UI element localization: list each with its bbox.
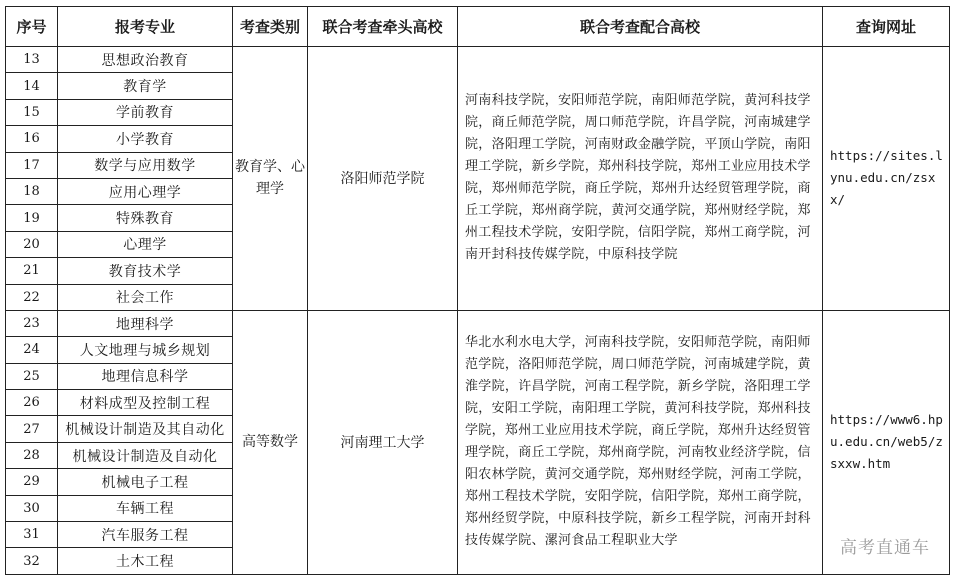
row-index: 13	[6, 47, 58, 73]
row-major: 社会工作	[58, 284, 233, 310]
header-index: 序号	[6, 7, 58, 47]
row-index: 18	[6, 178, 58, 204]
row-major: 数学与应用数学	[58, 152, 233, 178]
row-major: 汽车服务工程	[58, 522, 233, 548]
group1-category: 教育学、心理学	[233, 47, 308, 311]
row-major: 机械设计制造及自动化	[58, 442, 233, 468]
row-major: 地理信息科学	[58, 363, 233, 389]
row-major: 思想政治教育	[58, 47, 233, 73]
row-index: 30	[6, 495, 58, 521]
row-major: 教育技术学	[58, 258, 233, 284]
row-major: 机械电子工程	[58, 469, 233, 495]
row-major: 人文地理与城乡规划	[58, 337, 233, 363]
header-row	[6, 7, 950, 47]
watermark: 高考直通车	[840, 538, 930, 558]
group2-partner-schools: 华北水利水电大学，河南科技学院，安阳师范学院，南阳师范学院，洛阳师范学院，周口师范学院，河南城建学院，黄淮学院，许昌学院，河南工程学院，新乡学院，洛阳理工学院，安阳工学院，南阳理工学院，黄河科技学院，郑州科技学院，郑州工业应用技术学院，商丘学院，郑州升达经贸管理学院，商丘工学院，郑州商学院，河南牧业经济学院，信阳农林学院，黄河交通学院，郑州财经学院，河南工学院，郑州工程技术学院，安阳学院，信阳学院，郑州工商学院，郑州经贸学院，中原科技学院，新乡工程学院，河南开封科技传媒学院、漯河食品工程职业大学	[458, 310, 823, 574]
row-major: 机械设计制造及其自动化	[58, 416, 233, 442]
group1-lead-school: 洛阳师范学院	[308, 47, 458, 311]
row-major: 材料成型及控制工程	[58, 390, 233, 416]
group1-url-link[interactable]: https://sites.lynu.edu.cn/zsxx/	[823, 47, 950, 311]
row-index: 20	[6, 231, 58, 257]
table-row	[6, 310, 950, 336]
header-lead-school: 联合考查牵头高校	[308, 7, 458, 47]
row-index: 28	[6, 442, 58, 468]
row-index: 24	[6, 337, 58, 363]
row-index: 29	[6, 469, 58, 495]
row-major: 土木工程	[58, 548, 233, 574]
group2-category: 高等数学	[233, 310, 308, 574]
row-major: 教育学	[58, 73, 233, 99]
group2-lead-school: 河南理工大学	[308, 310, 458, 574]
row-major: 应用心理学	[58, 178, 233, 204]
group2-url-link[interactable]: https://www6.hpu.edu.cn/web5/zsxxw.htm	[823, 310, 950, 574]
row-major: 学前教育	[58, 99, 233, 125]
header-partner-schools: 联合考查配合高校	[458, 7, 823, 47]
row-major: 心理学	[58, 231, 233, 257]
row-index: 25	[6, 363, 58, 389]
row-index: 31	[6, 522, 58, 548]
row-index: 27	[6, 416, 58, 442]
row-index: 15	[6, 99, 58, 125]
group1-partner-schools: 河南科技学院，安阳师范学院，南阳师范学院，黄河科技学院，商丘师范学院，周口师范学院，许昌学院，河南城建学院，洛阳理工学院，河南财政金融学院，平顶山学院，南阳理工学院，新乡学院，郑州科技学院，郑州工业应用技术学院，郑州师范学院，商丘学院，郑州升达经贸管理学院，商丘工学院，郑州商学院，黄河交通学院，郑州财经学院，郑州工程技术学院，安阳学院，信阳学院，郑州工商学院，河南开封科技传媒学院，中原科技学院	[458, 47, 823, 311]
row-index: 21	[6, 258, 58, 284]
header-url: 查询网址	[823, 7, 950, 47]
row-major: 小学教育	[58, 126, 233, 152]
row-index: 19	[6, 205, 58, 231]
row-index: 22	[6, 284, 58, 310]
header-major: 报考专业	[58, 7, 233, 47]
admissions-table	[5, 6, 950, 575]
row-index: 14	[6, 73, 58, 99]
row-index: 16	[6, 126, 58, 152]
row-index: 17	[6, 152, 58, 178]
row-index: 32	[6, 548, 58, 574]
row-major: 车辆工程	[58, 495, 233, 521]
row-index: 23	[6, 310, 58, 336]
row-major: 特殊教育	[58, 205, 233, 231]
row-index: 26	[6, 390, 58, 416]
row-major: 地理科学	[58, 310, 233, 336]
table-row	[6, 47, 950, 73]
header-category: 考查类别	[233, 7, 308, 47]
